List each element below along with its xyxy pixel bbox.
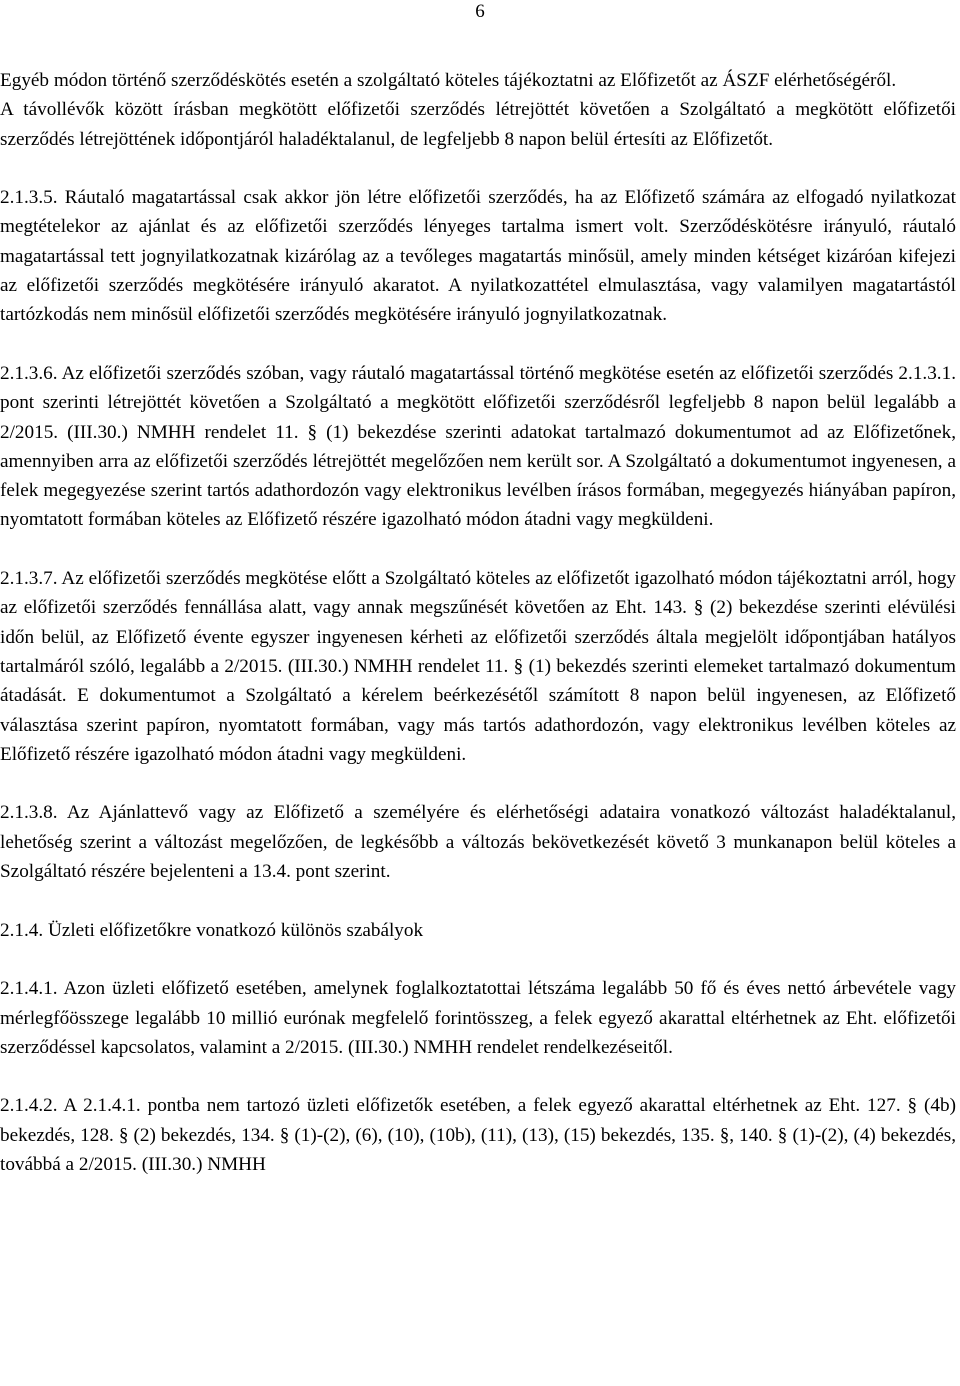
paragraph-other-contracting: Egyéb módon történő szerződéskötés esetén a szolgáltató köteles tájékoztatni az Előfizetőt az ÁSZF elérhetőségéről. xyxy=(0,70,897,91)
paragraph-2-1-4-1: 2.1.4.1. Azon üzleti előfizető esetében, amelynek foglalkoztatottai létszáma legalább 50 fő és éves nettó árbevétele vagy mérlegfőösszege legalább 10 millió eurónak megfelelő forintösszeg, a felek egyező akarattal eltérhetnek az Eht. előfizetői szerződéssel kapcsolatos, valamint a 2/2015. (III.30.) NMHH rendelet rendelkezéseitől. xyxy=(0,978,956,1058)
section-heading-2-1-4: 2.1.4. Üzleti előfizetőkre vonatkozó különös szabályok xyxy=(0,919,424,941)
paragraph-2-1-3-7: 2.1.3.7. Az előfizetői szerződés megkötése előtt a Szolgáltató köteles az előfizetőt igazolható módon tájékoztatni arról, hogy az előfizetői szerződés fennállása alatt, vagy annak megszűnését követően az Eht. 143. § (2) bekezdése szerinti elévülési időn belül, az Előfizető évente egyszer ingyenesen kérheti az előfizetői szerződés általa megjelölt időpontjában hatályos tartalmáról szóló, legalább a 2/2015. (III.30.) NMHH rendelet 11. § (1) bekezdés szerinti elemeket tartalmazó dokumentum átadását. E dokumentumot a Szolgáltató a kérelem beérkezésétől számított 8 napon belül ingyenesen, az Előfizető választása szerint papíron, nyomtatott formában, vagy más tartós adathordozón, vagy elektronikus levélben köteles az Előfizető részére igazolható módon átadni vagy megküldeni. xyxy=(0,568,956,765)
paragraph-2-1-3-8: 2.1.3.8. Az Ajánlattevő vagy az Előfizető a személyére és elérhetőségi adataira vonatkozó változást haladéktalanul, lehetőség szerint a változást megelőzően, de legkésőbb a változás bekövetkezését követő 3 munkanapon belül köteles a Szolgáltató részére bejelenteni a 13.4. pont szerint. xyxy=(0,802,956,883)
paragraph-2-1-3-6: 2.1.3.6. Az előfizetői szerződés szóban, vagy ráutaló magatartással történő megkötése esetén az előfizetői szerződés 2.1.3.1. pont szerinti létrejöttét követően a Szolgáltató a megkötött előfizetői szerződésről legfeljebb 8 napon belül legalább a 2/2015. (III.30.) NMHH rendelet 11. § (1) bekezdése szerinti adatokat tartalmazó dokumentumot ad az Előfizetőnek, amennyiben arra az előfizetői szerződés létrejöttét megelőzően nem került sor. A Szolgáltató a dokumentumot ingyenesen, a felek megegyezése szerint tartós adathordozón vagy elektronikus levélben írásos formában, megegyezés hiányában papíron, nyomtatott formában köteles az Előfizető részére igazolható módon átadni vagy megküldeni. xyxy=(0,362,956,531)
paragraph-2-1-3-5: 2.1.3.5. Ráutaló magatartással csak akkor jön létre előfizetői szerződés, ha az Előfizető számára az elfogadó nyilatkozat megtételekor az ajánlat és az előfizetői szerződés lényeges tartalma ismert volt. Szerződéskötésre irányuló, ráutaló magatartással tett jognyilatkozatnak kizárólag az a tevőleges magatartás minősül, amely minden kétséget kizáróan kifejezi az előfizetői szerződés megkötésére irányuló akaratot. A nyilatkozattétel elmulasztása, vagy valamilyen magatartástól tartózkodás nem minősül előfizetői szerződés megkötésére irányuló jognyilatkozatnak. xyxy=(0,187,956,326)
document-body xyxy=(0,66,956,1179)
paragraph-distance-contract: A távollévők között írásban megkötött előfizetői szerződés létrejöttét követően a Szolgáltató a megkötött előfizetői szerződés létrejöttének időpontjáról haladéktalanul, de legfeljebb 8 napon belül értesíti az Előfizetőt. xyxy=(0,99,956,150)
paragraph-2-1-4-2: 2.1.4.2. A 2.1.4.1. pontba nem tartozó üzleti előfizetők esetében, a felek egyező akarattal eltérhetnek az Eht. 127. § (4b) bekezdés, 128. § (2) bekezdés, 134. § (1)-(2), (6), (10), (10b), (11), (13), (15) bekezdés, 135. §, 140. § (1)-(2), (4) bekezdés, továbbá a 2/2015. (III.30.) NMHH xyxy=(0,1095,956,1175)
page-number: 6 xyxy=(475,1,485,22)
